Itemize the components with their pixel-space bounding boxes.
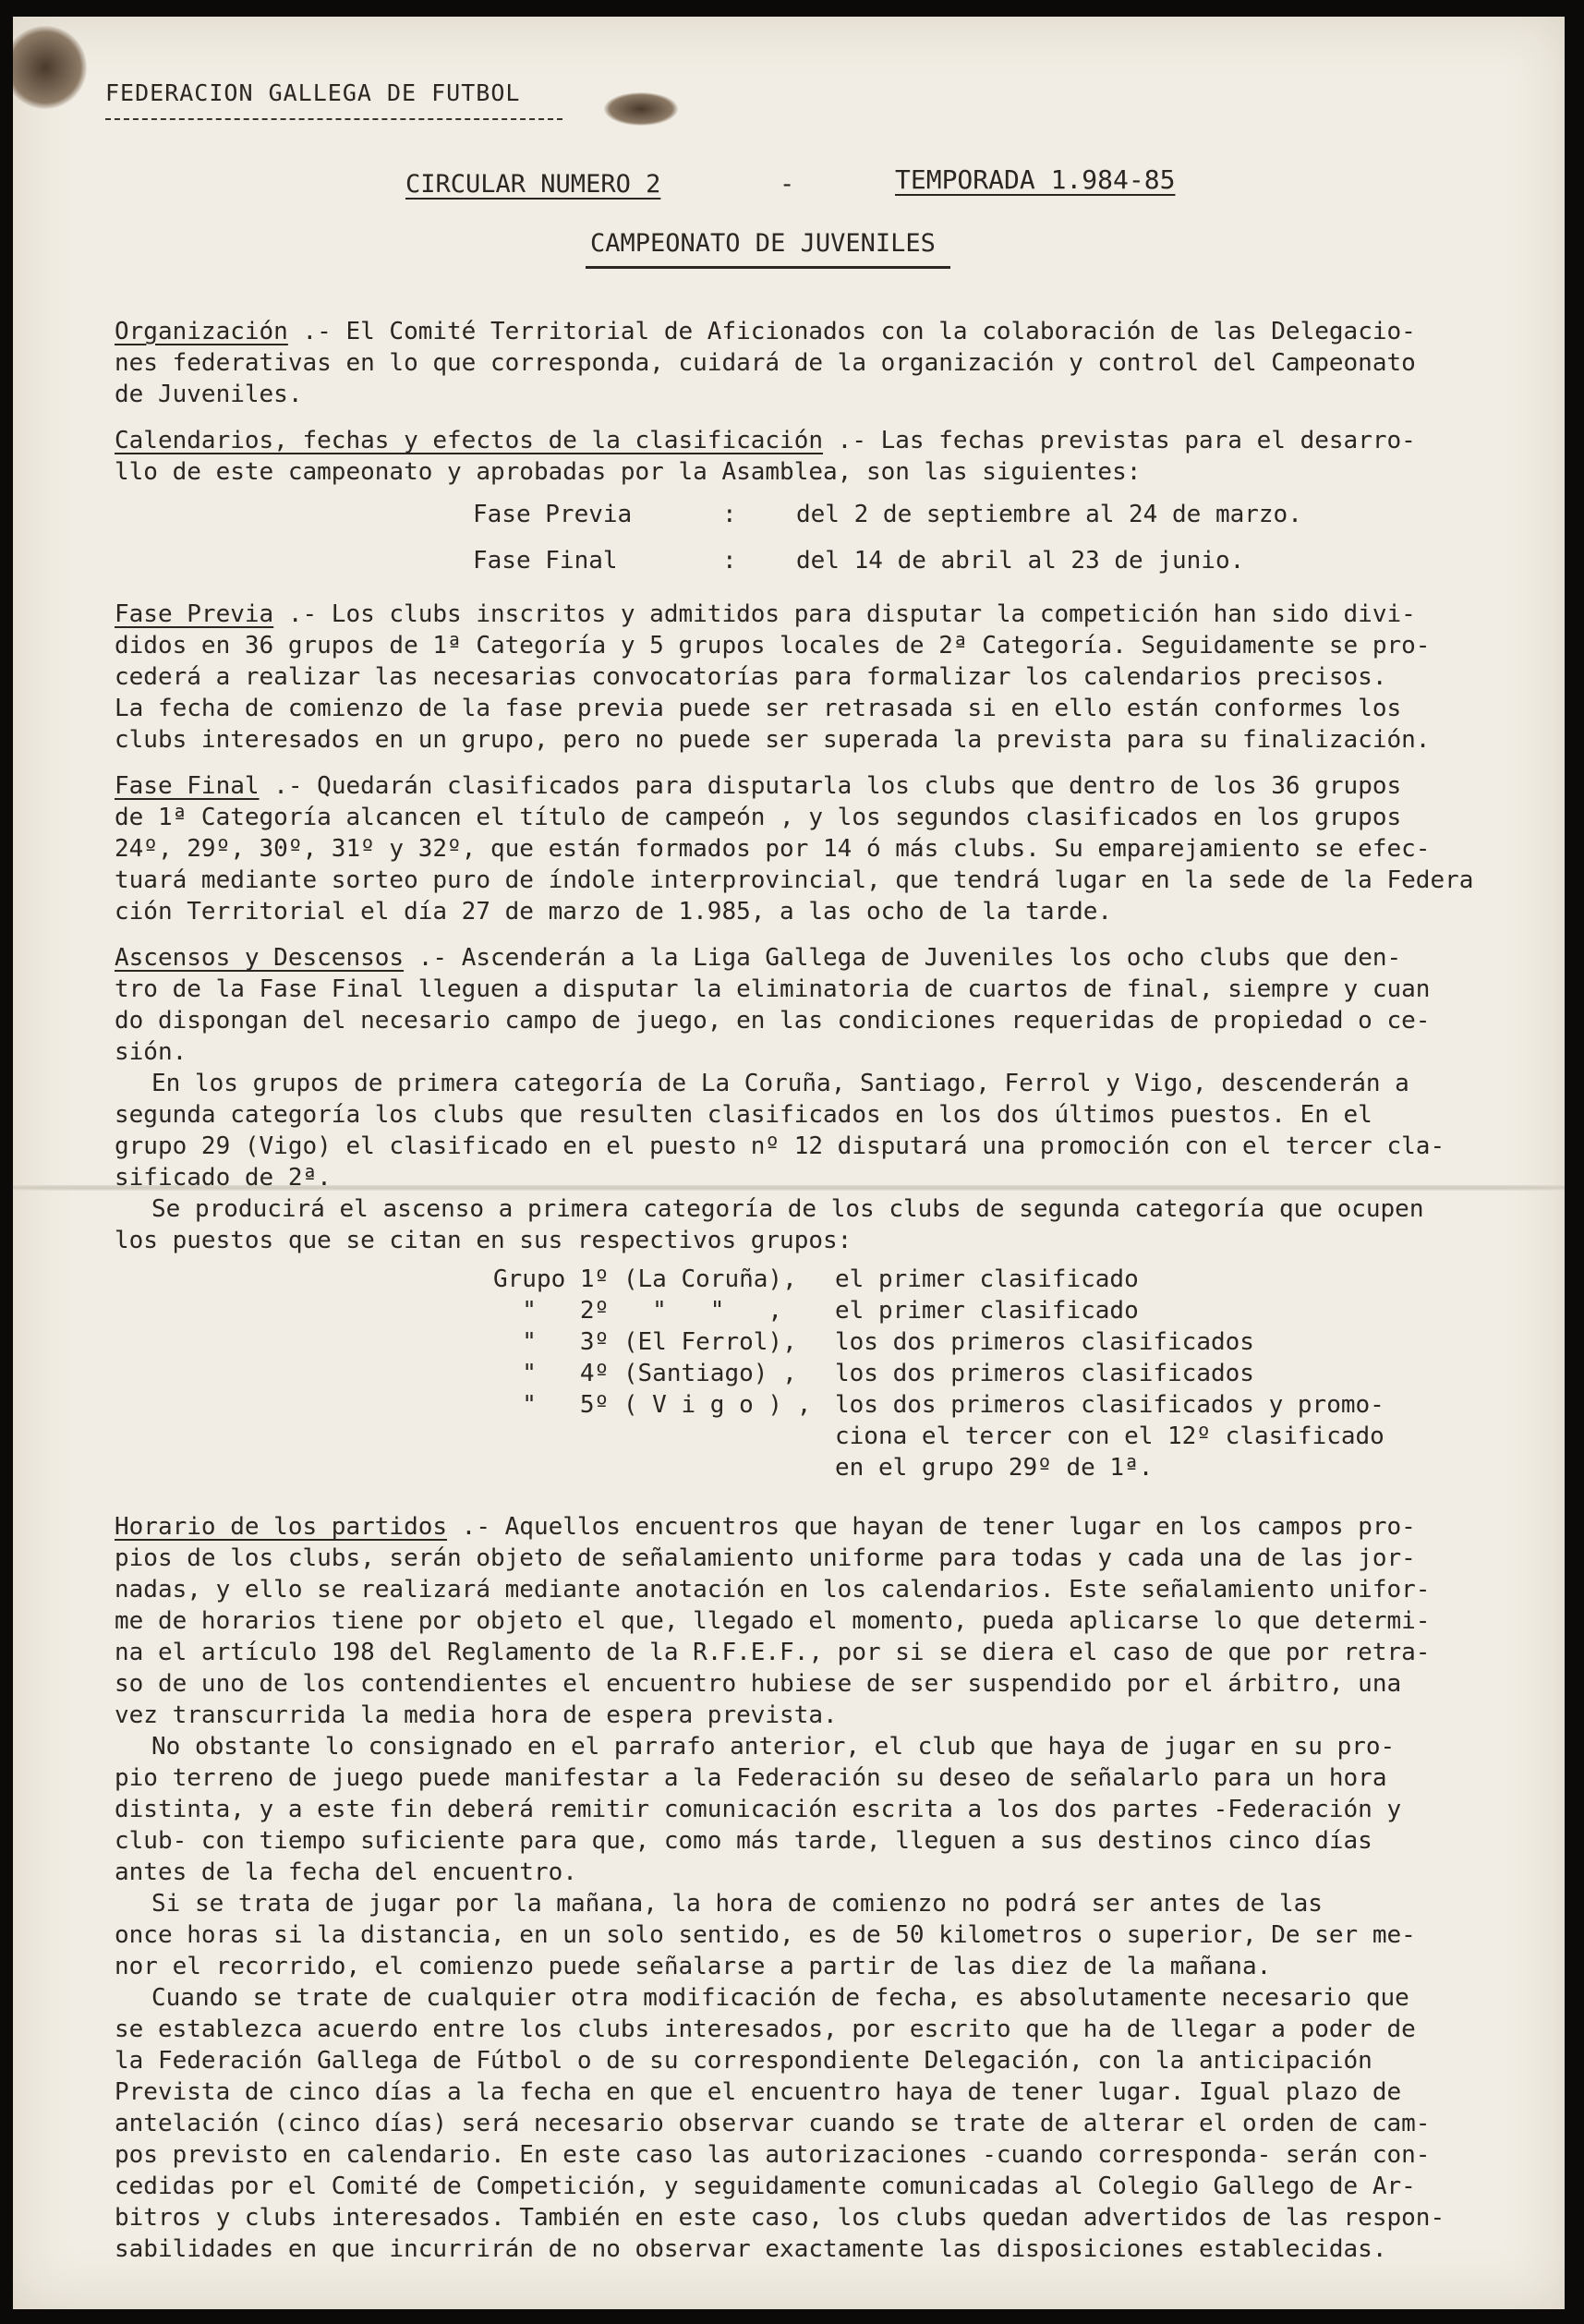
text-line: pos previsto en calendario. En este caso las autorizaciones -cuando corresponda- serán con- [115,2141,1431,2169]
group-name: " 2º " " , [493,1297,783,1325]
text-line: once horas si la distancia, en un solo sentido, es de 50 kilometros o superior, De ser me- [115,1921,1416,1949]
group-rule: los dos primeros clasificados y promo- [835,1391,1384,1419]
federation-name: FEDERACION GALLEGA DE FUTBOL [105,79,521,106]
circular-number: CIRCULAR NUMERO 2 [405,170,661,199]
text-line [115,1511,1537,1543]
phase-sep: : [722,547,737,575]
group-rule: los dos primeros clasificados [835,1360,1254,1387]
text-fragment: .- El Comité Territorial de Aficionados con la colaboración de las Delegacio- [287,318,1416,345]
section-fase-previa [115,599,1537,756]
text-line: No obstante lo consignado en el parrafo anterior, el club que haya de jugar en su pro- [151,1733,1396,1761]
text-line: cedidas por el Comité de Competición, y seguidamente comunicadas al Colegio Gallego de Ar- [115,2173,1416,2200]
ink-stain [604,92,678,126]
text-line: sificado de 2ª. [115,1164,332,1192]
text-line: do dispongan del necesario campo de juego, en las condiciones requeridas de propiedad o ce- [115,1007,1431,1035]
text-line: se establezca acuerdo entre los clubs interesados, por escrito que ha de llegar a poder de [115,2015,1416,2043]
section-ascensos [115,942,1537,1483]
text-line: clubs interesados en un grupo, pero no puede ser superada la prevista para su finalización. [115,726,1431,754]
text-line: de 1ª Categoría alcancen el título de campeón , y los segundos clasificados en los grupos [115,804,1402,831]
text-line: tuará mediante sorteo puro de índole interprovincial, que tendrá lugar en la sede de la Federa [115,866,1474,894]
text-line: Se producirá el ascenso a primera categoría de los clubs de segunda categoría que ocupen [151,1195,1424,1223]
document-page [13,17,1565,2309]
group-name: " 4º (Santiago) , [493,1360,797,1387]
text-fragment: .- Aquellos encuentros que hayan de tener lugar en los campos pro- [447,1513,1416,1541]
text-line [115,942,1537,974]
phase-sep: : [722,501,737,528]
text-line: me de horarios tiene por objeto el que, llegado el momento, pueda aplicarse lo que determi- [115,1607,1431,1635]
text-line: grupo 29 (Vigo) el clasificado en el puesto nº 12 disputará una promoción con el tercer cla- [115,1132,1445,1160]
group-rule: en el grupo 29º de 1ª. [835,1454,1154,1482]
text-line: tro de la Fase Final lleguen a disputar la eliminatoria de cuartos de final, siempre y cuan [115,975,1431,1003]
text-line: so de uno de los contendientes el encuentro hubiese de ser suspendido por el árbitro, una [115,1670,1402,1698]
text-line: los puestos que se citan en sus respectivos grupos: [115,1227,852,1254]
text-line: cederá a realizar las necesarias convocatorías para formalizar los calendarios precisos. [115,663,1387,691]
text-line: sabilidades en que incurrirán de no observar exactamente las disposiciones establecidas. [115,2235,1387,2263]
phase-dates-table [473,491,1537,584]
promotion-groups-list [493,1264,1537,1483]
text-line [115,599,1537,630]
text-line [115,770,1537,802]
group-rule: los dos primeros clasificados [835,1328,1254,1356]
group-name [493,1452,835,1483]
group-name: Grupo 1º (La Coruña), [493,1265,797,1293]
text-line: segunda categoría los clubs que resulten clasificados en los dos últimos puestos. En el [115,1101,1372,1129]
text-line: vez transcurrida la media hora de espera prevista. [115,1701,838,1729]
phase-dates: del 14 de abril al 23 de junio. [796,547,1245,575]
phase-name: Fase Previa [473,501,633,528]
text-line: Prevista de cinco días a la fecha en que el encuentro haya de tener lugar. Igual plazo de [115,2078,1402,2106]
section-horario [115,1511,1537,2265]
phase-dates: del 2 de septiembre al 24 de marzo. [796,501,1302,528]
season-label: TEMPORADA 1.984-85 [895,164,1176,195]
section-heading: Organización [115,318,288,345]
header-dash: - [780,170,795,199]
text-line: didos en 36 grupos de 1ª Categoría y 5 grupos locales de 2ª Categoría. Seguidamente se pro- [115,632,1431,660]
document-body [115,294,1537,2265]
title-rule [586,266,950,269]
header-rule [105,118,562,120]
text-fragment: .- Los clubs inscritos y admitidos para disputar la competición han sido divi- [273,600,1416,628]
text-line: En los grupos de primera categoría de La Coruña, Santiago, Ferrol y Vigo, descenderán a [151,1070,1409,1097]
text-line: La fecha de comienzo de la fase previa puede ser retrasada si en ello están conformes los [115,695,1402,722]
section-organizacion [115,316,1537,410]
text-line: nadas, y ello se realizará mediante anotación en los calendarios. Este señalamiento unifor- [115,1576,1431,1604]
text-line: llo de este campeonato y aprobadas por la Asamblea, son las siguientes: [115,458,1142,486]
text-line: club- con tiempo suficiente para que, como más tarde, lleguen a sus destinos cinco días [115,1827,1372,1855]
text-line: na el artículo 198 del Reglamento de la R.F.E.F., por si se diera el caso de que por retra- [115,1639,1431,1666]
text-line: pios de los clubs, serán objeto de señalamiento uniforme para todas y cada una de las jor- [115,1544,1416,1572]
phase-name: Fase Final [473,547,618,575]
section-fase-final [115,770,1537,927]
text-line: antelación (cinco días) será necesario observar cuando se trate de alterar el orden de cam- [115,2110,1431,2137]
text-line: la Federación Gallega de Fútbol o de su correspondiente Delegación, con la anticipación [115,2047,1372,2075]
text-line: ción Territorial el día 27 de marzo de 1.985, a las ocho de la tarde. [115,898,1113,926]
group-name: " 5º ( V i g o ) , [493,1391,812,1419]
section-heading: Fase Final [115,772,260,800]
group-name: " 3º (El Ferrol), [493,1328,797,1356]
text-line: nes federativas en lo que corresponda, cuidará de la organización y control del Campeonato [115,349,1416,377]
text-line: bitros y clubs interesados. También en este caso, los clubs quedan advertidos de las respon- [115,2204,1445,2232]
section-heading: Calendarios, fechas y efectos de la clasificación [115,427,824,454]
text-line: distinta, y a este fin deberá remitir comunicación escrita a los dos partes -Federación y [115,1796,1402,1823]
text-line: Cuando se trate de cualquier otra modificación de fecha, es absolutamente necesario que [151,1984,1409,2012]
text-line [115,425,1537,456]
text-line: Si se trata de jugar por la mañana, la hora de comienzo no podrá ser antes de las [151,1890,1323,1918]
section-heading: Ascensos y Descensos [115,944,405,972]
group-name [493,1421,835,1452]
section-calendarios [115,425,1537,584]
group-rule: el primer clasificado [835,1297,1139,1325]
section-heading: Fase Previa [115,600,274,628]
text-line: sión. [115,1038,187,1066]
text-fragment: .- Las fechas previstas para el desarro- [823,427,1416,454]
text-fragment: .- Quedarán clasificados para disputarla los clubs que dentro de los 36 grupos [259,772,1402,800]
text-line: nor el recorrido, el comienzo puede señalarse a partir de las diez de la mañana. [115,1953,1272,1980]
text-fragment: .- Ascenderán a la Liga Gallega de Juveniles los ocho clubs que den- [404,944,1402,972]
document-title: CAMPEONATO DE JUVENILES [590,229,936,258]
text-line [115,316,1537,347]
group-rule: ciona el tercer con el 12º clasificado [835,1422,1384,1450]
text-line: de Juveniles. [115,381,303,408]
text-line: 24º, 29º, 30º, 31º y 32º, que están formados por 14 ó más clubs. Su emparejamiento se efec- [115,835,1431,863]
text-line: pio terreno de juego puede manifestar a la Federación su deseo de señalarlo para un hora [115,1764,1387,1792]
text-line: antes de la fecha del encuentro. [115,1858,577,1886]
section-heading: Horario de los partidos [115,1513,448,1541]
ink-stain [13,26,87,109]
group-rule: el primer clasificado [835,1265,1139,1293]
